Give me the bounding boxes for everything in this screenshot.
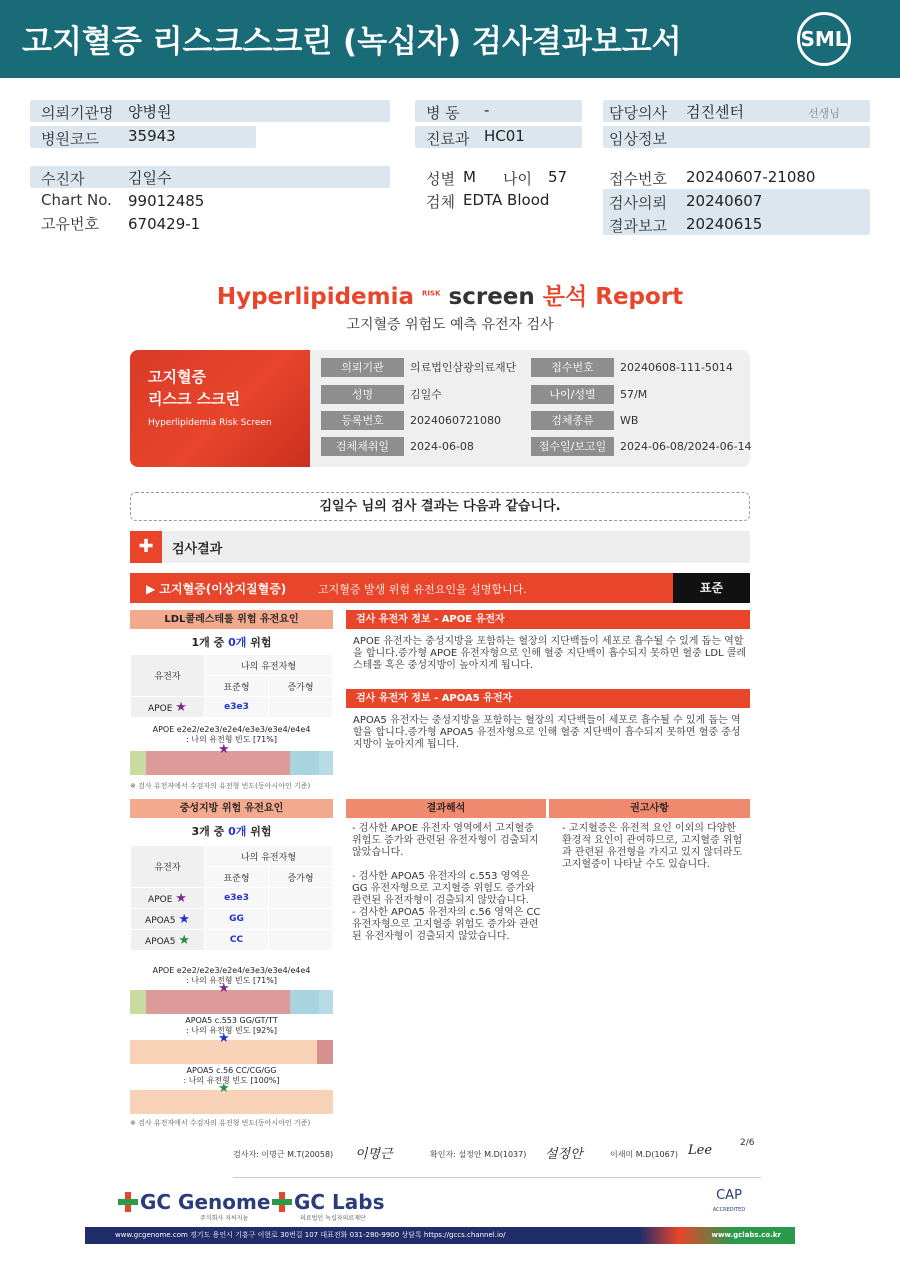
- tg-row-gene: [131, 930, 205, 951]
- sex-label: 성별: [426, 170, 455, 188]
- cap-text: CAP: [716, 1188, 742, 1203]
- grid-reg-label: 등록번호: [321, 411, 404, 430]
- freq-segment: [130, 751, 146, 775]
- dept-value: HC01: [484, 127, 525, 145]
- tg-row-std: CC: [205, 930, 269, 951]
- receipt-value: 20240607-21080: [686, 168, 816, 186]
- ldl-caption-1: APOE e2e2/e2e3/e2e4/e3e3/e3e4/e4e4: [152, 725, 311, 734]
- tg-row-std: GG: [205, 909, 269, 930]
- gene-name: APOE: [148, 703, 173, 714]
- tg-caption-3b: : 나의 유전형 빈도 [100%]: [183, 1076, 280, 1085]
- apoe-info-head: 검사 유전자 정보 - APOE 유전자: [346, 610, 750, 629]
- tg-col-inc: 증가형: [269, 867, 333, 888]
- card-line1: 고지혈증: [148, 368, 206, 386]
- cap-accredited-logo: [696, 1189, 762, 1215]
- ldl-count-post: 위험: [250, 636, 272, 649]
- age-label: 나이: [503, 170, 532, 188]
- ward-label: 병 동: [426, 104, 460, 122]
- grid-agesex-value: 57/M: [620, 388, 648, 401]
- report-value: 20240615: [686, 215, 763, 233]
- interp-p1: - 검사한 APOE 유전자 영역에서 고지혈증 위험도 증가와 관련된 유전자형이 검출되지 않았습니다.: [352, 823, 539, 858]
- gc-labs-text: GC Labs: [294, 1190, 385, 1214]
- ldl-col-std: 표준형: [205, 676, 269, 697]
- doctor-suffix: 선생님: [808, 107, 840, 120]
- clinical-label: 임상정보: [609, 130, 667, 148]
- ldl-panel-head: LDL콜레스테롤 위험 유전요인: [130, 610, 333, 629]
- doctor-label: 담당의사: [609, 104, 667, 122]
- tg-genotype-table: [130, 845, 333, 951]
- tg-row-gene: [131, 888, 205, 909]
- report-subtitle: 고지혈증 위험도 예측 유전자 검사: [346, 317, 554, 333]
- table-row: [131, 888, 333, 909]
- ldl-count: [130, 634, 333, 650]
- gene-name: APOA5: [145, 915, 176, 926]
- tg-row-inc: [269, 909, 333, 930]
- grid-rec-label: 접수번호: [531, 358, 614, 377]
- ldl-row-inc: [269, 697, 333, 718]
- tg-frequency-bar-1: [130, 990, 333, 1014]
- grid-agesex-label: 나이/성별: [531, 385, 614, 404]
- hospital-code-value: 35943: [128, 127, 176, 145]
- specimen-value: EDTA Blood: [463, 191, 550, 209]
- freq-segment: [319, 990, 333, 1014]
- chart-value: 99012485: [128, 192, 205, 210]
- tg-caption-2: [130, 1016, 333, 1036]
- tg-row-gene: [131, 909, 205, 930]
- grid-spec-value: WB: [620, 414, 639, 427]
- gene-name: APOA5: [145, 936, 176, 947]
- tg-caption-2b: : 나의 유전형 빈도 [92%]: [186, 1026, 277, 1035]
- tg-col-std: 표준형: [205, 867, 269, 888]
- chart-label: Chart No.: [41, 191, 112, 209]
- cap-sub: ACCREDITED: [712, 1207, 746, 1213]
- ward-value: -: [484, 101, 490, 119]
- hospital-code-label: 병원코드: [41, 130, 99, 148]
- first-aid-icon: ✚: [130, 531, 162, 563]
- table-row: [131, 930, 333, 951]
- grid-reg-value: 2024060721080: [410, 414, 501, 427]
- patient-label: 수진자: [41, 170, 85, 188]
- category-title: ▶ 고지혈증(이상지질혈증): [146, 582, 287, 596]
- ldl-marker-star-icon: ★: [218, 742, 230, 757]
- freq-segment: [290, 990, 318, 1014]
- category-desc: 고지혈증 발생 위험 유전요인을 설명합니다.: [318, 583, 527, 596]
- header-bar: [0, 0, 900, 78]
- tg-row-inc: [269, 930, 333, 951]
- title-kor: 분석 Report: [542, 284, 684, 310]
- tg-caption-3a: APOA5 c.56 CC/CG/GG: [186, 1066, 277, 1075]
- result-standard-badge: 표준: [673, 573, 750, 603]
- md2-label: 이새미 M.D(1067): [610, 1150, 678, 1159]
- interp-p2: - 검사한 APOA5 유전자의 c.553 영역은 GG 유전자형으로 고지혈증 위험도 증가와 관련된 유전자형이 검출되지 않았습니다.: [352, 871, 535, 906]
- advice-head: 권고사항: [549, 799, 750, 818]
- tg-frequency-bar-3: [130, 1090, 333, 1114]
- apoe-info-text: APOE 유전자는 중성지방을 포함하는 혈장의 지단백들이 세포로 흡수될 수 있게 돕는 역할을 합니다.증가형 APOE 유전자형으로 인해 혈중 지단백이 흡수되지 못하면 혈중 LDL 콜레스테롤 혹은 중성지방이 높아지게 됩니다.: [353, 636, 747, 671]
- institution-value: 양병원: [128, 103, 172, 121]
- grid-coll-label: 검체채취일: [321, 437, 404, 456]
- gc-labs-logo: [272, 1190, 385, 1214]
- grid-name-label: 성명: [321, 385, 404, 404]
- report-label: 결과보고: [609, 217, 667, 235]
- footer-site: www.gclabs.co.kr: [711, 1231, 781, 1239]
- table-row: [131, 909, 333, 930]
- ldl-row-std: e3e3: [205, 697, 269, 718]
- tester-label: 검사자: 이명근 M.T(20058): [233, 1150, 334, 1159]
- advice-text: - 고지혈증은 유전적 요인 이외의 다양한 환경적 요인이 관여하므로, 고지혈증 위험과 관련된 유전형을 가지고 있지 않더라도 고지혈증이 나타날 수도 있습니다.: [562, 823, 743, 870]
- gc-genome-logo: [118, 1190, 270, 1214]
- interp-text: [352, 823, 544, 943]
- tg-marker-3-star-icon: ★: [218, 1081, 230, 1096]
- tg-col-gene: 유전자: [131, 846, 205, 888]
- ldl-caption: [130, 725, 333, 745]
- card-en: Hyperlipidemia Risk Screen: [148, 418, 272, 428]
- tg-col-my: 나의 유전자형: [205, 846, 333, 867]
- tg-row-std: e3e3: [205, 888, 269, 909]
- tg-count-num: 0개: [228, 825, 247, 838]
- gc-labs-sub: 의료법인 녹십자의료재단: [300, 1215, 366, 1222]
- grid-dates-value: 2024-06-08/2024-06-14: [620, 440, 752, 453]
- patient-value: 김일수: [128, 169, 172, 187]
- grid-inst-value: 의료법인삼광의료재단: [410, 361, 517, 374]
- confirmer-signature: 설정안: [545, 1147, 583, 1162]
- interp-head: 결과해석: [346, 799, 546, 818]
- result-category-bar: [130, 573, 673, 603]
- ldl-note: ※ 검사 유전자에서 수검자의 유전형 빈도(동아시아인 기준): [130, 782, 311, 790]
- footer-address: www.gcgenome.com 경기도 용인시 기흥구 이현로 30번길 107 대표전화 031-280-9900 상담톡 https://gccs.channel.io/: [115, 1231, 506, 1239]
- gc-plus-icon: [118, 1192, 138, 1212]
- tg-caption-1: [130, 966, 333, 986]
- info-grid: [310, 350, 750, 467]
- grid-name-value: 김일수: [410, 388, 442, 401]
- grid-rec-value: 20240608-111-5014: [620, 361, 733, 374]
- star-icon: ★: [175, 890, 187, 906]
- ldl-row-gene: [131, 697, 205, 718]
- report-title: 고지혈증 리스크스크린 (녹십자) 검사결과보고서: [22, 24, 682, 60]
- ldl-col-gene: 유전자: [131, 655, 205, 697]
- ldl-count-pre: 1개 중: [191, 636, 225, 649]
- gene-name: APOE: [148, 894, 173, 905]
- tg-frequency-bar-2: [130, 1040, 333, 1064]
- gc-genome-sub: 주식회사 지씨지놈: [200, 1215, 249, 1222]
- tg-caption-1b: : 나의 유전형 빈도 [71%]: [186, 976, 277, 985]
- star-icon: ★: [178, 911, 190, 927]
- result-sentence: 김일수 님의 검사 결과는 다음과 같습니다.: [130, 492, 750, 521]
- freq-segment: [290, 751, 318, 775]
- tg-row-inc: [269, 888, 333, 909]
- request-label: 검사의뢰: [609, 194, 667, 212]
- footer-divider: [233, 1177, 761, 1178]
- title-screen: screen: [448, 284, 535, 310]
- tg-note: ※ 검사 유전자에서 수검자의 유전형 빈도(동아시아인 기준): [130, 1119, 311, 1127]
- interp-p3: - 검사한 APOA5 유전자의 c.56 영역은 CC 유전자형으로 고지혈증 위험도 증가와 관련된 유전자형이 검출되지 않았습니다.: [352, 907, 541, 942]
- id-value: 670429-1: [128, 215, 201, 233]
- section-label: 검사결과: [172, 542, 223, 557]
- receipt-label: 접수번호: [609, 170, 667, 188]
- ldl-col-my: 나의 유전자형: [205, 655, 333, 676]
- sml-logo: SML: [797, 12, 851, 66]
- dept-label: 진료과: [426, 130, 470, 148]
- grid-spec-label: 검체종류: [531, 411, 614, 430]
- page-number: 2/6: [740, 1138, 755, 1148]
- freq-segment: [130, 990, 146, 1014]
- tg-marker-2-star-icon: ★: [218, 1031, 230, 1046]
- title-main: Hyperlipidemia: [216, 284, 415, 310]
- ldl-genotype-table: [130, 654, 333, 718]
- id-label: 고유번호: [41, 215, 99, 233]
- specimen-label: 검체: [426, 193, 455, 211]
- title-risk: RISK: [422, 289, 441, 298]
- confirmer-label: 확인자: 설정안 M.D(1037): [430, 1150, 527, 1159]
- card-line2: 리스크 스크린: [148, 390, 241, 408]
- tg-caption-1a: APOE e2e2/e2e3/e2e4/e3e3/e3e4/e4e4: [152, 966, 311, 975]
- freq-segment: [319, 751, 333, 775]
- freq-segment: [130, 1090, 333, 1114]
- request-value: 20240607: [686, 192, 763, 210]
- star-icon: ★: [178, 932, 190, 948]
- tg-count-post: 위험: [250, 825, 272, 838]
- ldl-col-inc: 증가형: [269, 676, 333, 697]
- ldl-frequency-bar: [130, 751, 333, 775]
- tg-count: [130, 823, 333, 839]
- tg-marker-1-star-icon: ★: [218, 981, 230, 996]
- gc-genome-text: GC Genome: [140, 1190, 271, 1214]
- tg-caption-2a: APOA5 c.553 GG/GT/TT: [185, 1016, 278, 1025]
- tg-caption-3: [130, 1066, 333, 1086]
- ldl-caption-2: : 나의 유전형 빈도 [71%]: [186, 735, 277, 744]
- age-value: 57: [548, 168, 568, 186]
- apoa5-info-head: 검사 유전자 정보 - APOA5 유전자: [346, 689, 750, 708]
- md2-signature: Lee: [688, 1143, 713, 1158]
- table-row: [131, 697, 333, 718]
- tg-panel-head: 중성지방 위험 유전요인: [130, 799, 333, 818]
- gc-plus-icon: [272, 1192, 292, 1212]
- section-header: [130, 531, 750, 563]
- footer-stripe: [640, 1227, 795, 1244]
- ldl-count-num: 0개: [228, 636, 247, 649]
- grid-dates-label: 접수일/보고일: [531, 437, 614, 456]
- grid-inst-label: 의뢰기관: [321, 358, 404, 377]
- tester-signature: 이명근: [355, 1147, 393, 1162]
- card-title: [148, 366, 240, 410]
- star-icon: ★: [175, 699, 187, 715]
- apoa5-info-text: APOA5 유전자는 중성지방을 포함하는 혈장의 지단백들이 세포로 흡수될 수 있게 돕는 역할을 합니다.증가형 APOA5 유전자형으로 인해 혈중 지단백이 흡수되지 못하면 혈중 중성지방이 높아지게 됩니다.: [353, 715, 741, 750]
- hyperlipidemia-report-title: [0, 278, 900, 311]
- institution-label: 의뢰기관명: [41, 104, 114, 122]
- sex-value: M: [463, 168, 476, 186]
- product-card: [130, 350, 310, 467]
- doctor-value: 검진센터: [686, 103, 744, 121]
- tg-count-pre: 3개 중: [191, 825, 225, 838]
- freq-segment: [317, 1040, 333, 1064]
- grid-coll-value: 2024-06-08: [410, 440, 474, 453]
